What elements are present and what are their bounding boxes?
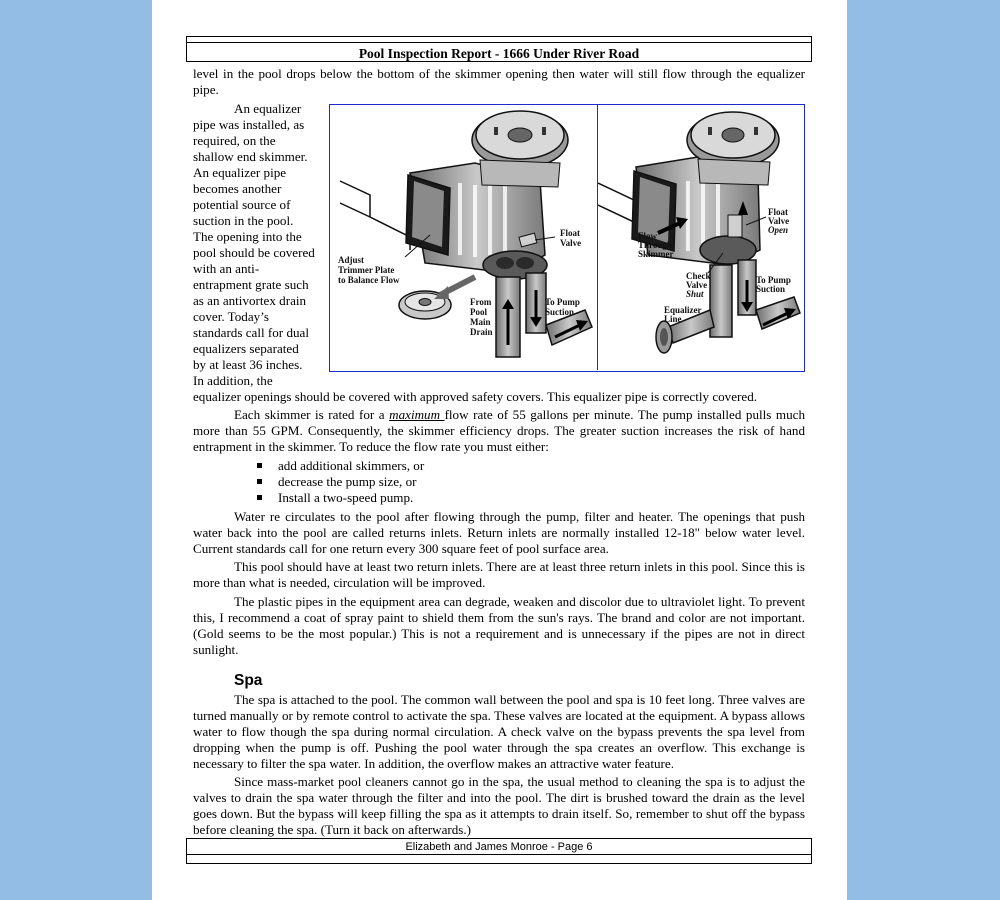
list-item: decrease the pump size, or (257, 474, 805, 490)
skimmer-diagram-equalizer (598, 105, 804, 370)
equalizer-paragraph: An equalizer pipe was installed, as required, on the shallow end skimmer. An equalizer pipe becomes another potential source of suction in the pool. The opening into the pool should be covered with an anti-entrapment grate such as an antivortex drain cover. Today’s standards call for dual equalizers separated by at least 36 inches. In addition, the equalizer openings should be covered with approved safety covers. This equalizer pipe is correctly covered. (193, 100, 758, 404)
footer-rule (187, 854, 811, 855)
return-count-paragraph: This pool should have at least two return inlets. There are at least three return inlets in this pool. Since this is more than what is needed, circulation will be improved. (193, 559, 805, 590)
skimmer-figure (329, 104, 805, 372)
page-footer (186, 838, 812, 864)
svg-text:FlowThroughSkimmer: Flow Through Skimmer (638, 230, 674, 259)
spa-heading: Spa (234, 671, 263, 689)
flow-rate-options (257, 458, 805, 506)
list-item: add additional skimmers, or (257, 458, 805, 474)
spa-paragraph-1: The spa is attached to the pool. The common wall between the pool and spa is 10 feet long. Three valves are turned manually or by remote control to activate the spa. These valves are located at the equipment. A bypass allows water to flow though the spa during normal circulation. A check valve on the bypass prevents the spa level from dropping when the pump is off. Pushing the pool water through the spa creates an overflow. This exchange is necessary to filter the spa water. In addition, the overflow makes an attractive water feature. (193, 691, 805, 771)
page-header (186, 36, 812, 62)
svg-text:FloatValve (560, 228, 581, 248)
list-item: Install a two-speed pump. (257, 490, 805, 506)
svg-text:FromPoolMainDrain: From Pool Main Drain (470, 296, 493, 337)
report-body (193, 66, 805, 841)
header-title: Pool Inspection Report - 1666 Under River Road (358, 46, 640, 61)
svg-text:EqualizerLine: Equalizer Line (664, 304, 702, 324)
spa-paragraph-2: Since mass-market pool cleaners cannot go in the spa, the usual method to cleaning the spa is to adjust the valves to drain the spa water through the filter and into the pool. The dirt is brushed toward the drain as the level goes down. But the bypass will keep filling the spa as it attempts to drain itself. So, remember to shut off the bypass before cleaning the spa. (Turn it back on afterwards.) (193, 774, 805, 837)
pipes-paragraph: The plastic pipes in the equipment area can degrade, weaken and discolor due to ultraviolet light. To prevent this, I recommend a coat of spray paint to shield them from the sun's rays. The brand and color are not important. (Gold seems to be the most popular.) This is not a requirement and is unnecessary if the pipes are not in direct sunlight. (193, 593, 805, 657)
svg-text:CheckValveShut: Check Valve Shut (686, 270, 711, 299)
skimmer-diagram-normal (330, 105, 598, 370)
svg-text:To PumpSuction: To Pump Suction (545, 296, 580, 317)
skimmer-rate-paragraph: Each skimmer is rated for a maximum flow rate of 55 gallons per minute. The pump installed pulls much more than 55 GPM. Consequently, the skimmer efficiency drops. The greater suction increases the risk of hand entrapment in the skimmer. To reduce the flow rate you must either: (193, 407, 805, 454)
svg-text:AdjustTrimmer Plateto Balance: Adjust Trimmer Plate to Balance Flow (338, 254, 400, 285)
label-float-1: Float (560, 227, 580, 238)
report-page (152, 0, 847, 900)
intro-continued: level in the pool drops below the bottom of the skimmer opening then water will still flow through the equalizer pipe. (193, 66, 805, 97)
header-rule (187, 42, 811, 43)
svg-text:To PumpSuction: To Pump Suction (756, 274, 791, 294)
svg-text:FloatValveOpen: Float Valve Open (768, 206, 790, 235)
footer-text: Elizabeth and James Monroe - Page 6 (405, 841, 593, 853)
label-float-2: Valve (560, 237, 582, 248)
returns-paragraph: Water re circulates to the pool after flowing through the pump, filter and heater. The openings that push water back into the pool are called returns inlets. Return inlets are normally installed 12-18" below water level. Current standards call for one return every 300 square feet of pool surface area. (193, 508, 805, 556)
